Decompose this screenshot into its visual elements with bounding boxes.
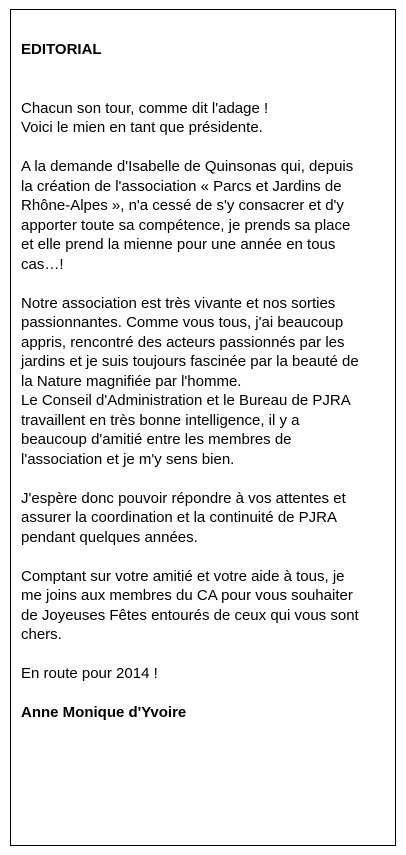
text-line: En route pour 2014 !	[21, 665, 158, 682]
text-line: Le Conseil d'Administration et le Bureau de PJRA	[21, 392, 351, 409]
text-line: la création de l'association « Parcs et Jardins de	[21, 177, 342, 195]
text-line: de Joyeuses Fêtes entourés de ceux qui vous sont	[21, 606, 359, 624]
text-line: la Nature magnifiée par l'homme.	[21, 372, 242, 390]
text-line: Comptant sur votre amitié et votre aide à tous, je	[21, 567, 345, 585]
editorial-content	[21, 40, 393, 723]
text-line: apporter toute sa compétence, je prends sa place	[21, 216, 351, 234]
text-line: l'association et je m'y sens bien.	[21, 450, 235, 468]
paragraph-closing	[21, 664, 393, 684]
editorial-frame	[10, 9, 396, 846]
paragraph-wishes	[21, 567, 393, 645]
text-line: A la demande d'Isabelle de Quinsonas qui, depuis	[21, 158, 354, 175]
text-line: Notre association est très vivante et nos sorties	[21, 294, 336, 312]
text-line: jardins et je suis toujours fascinée par la beauté de	[21, 353, 359, 370]
paragraph-intro	[21, 99, 393, 138]
text-line: travaillent en très bonne intelligence, il y a	[21, 411, 300, 429]
text-line: Rhône-Alpes », n'a cessé de s'y consacrer et d'y	[21, 197, 344, 214]
paragraph-expectations	[21, 489, 393, 548]
text-line: et elle prend la mienne pour une année en tous	[21, 236, 336, 253]
text-line: cas…!	[21, 255, 64, 273]
signature: Anne Monique d'Yvoire	[21, 704, 187, 721]
text-line: me joins aux membres du CA pour vous souhaiter	[21, 587, 353, 604]
text-line: chers.	[21, 626, 62, 643]
text-line: appris, rencontré des acteurs passionnés par les	[21, 333, 345, 351]
text-line: passionnantes. Comme vous tous, j'ai beaucoup	[21, 314, 344, 331]
text-line: Chacun son tour, comme dit l'adage !	[21, 99, 269, 117]
text-line: Voici le mien en tant que présidente.	[21, 119, 263, 136]
paragraph-succession	[21, 157, 393, 274]
text-line: pendant quelques années.	[21, 528, 198, 546]
editorial-title: EDITORIAL	[21, 41, 102, 58]
paragraph-association	[21, 294, 393, 470]
text-line: assurer la coordination et la continuité de PJRA	[21, 509, 338, 526]
text-line: beaucoup d'amitié entre les membres de	[21, 431, 292, 448]
text-line: J'espère donc pouvoir répondre à vos attentes et	[21, 489, 346, 507]
